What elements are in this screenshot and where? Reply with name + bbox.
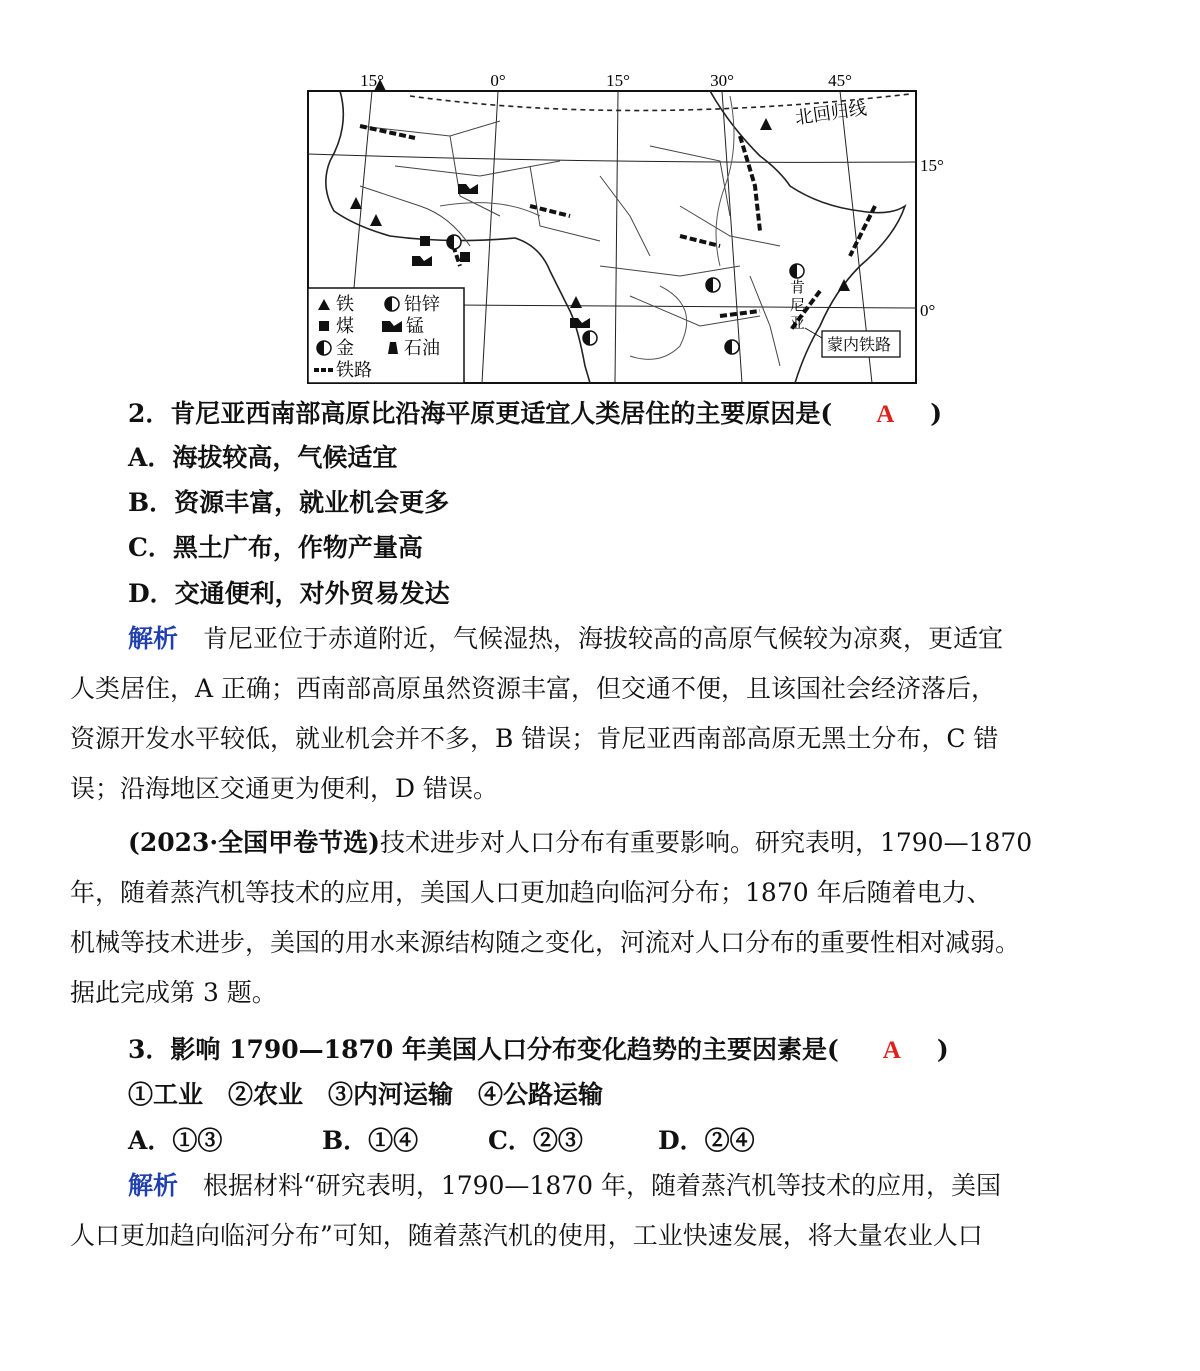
question-3-option-c: C．②③: [488, 1126, 583, 1155]
question-2-option-a: A．海拔较高，气候适宜: [128, 443, 398, 472]
question-3-option-b: B．①④: [322, 1126, 419, 1155]
material-line: 据此完成第 3 题。: [70, 978, 277, 1007]
question-2-option-d: D．交通便利，对外贸易发达: [128, 579, 450, 608]
legend-oil-label: 石油: [404, 338, 440, 359]
railway-label: 蒙内铁路: [827, 335, 892, 354]
question-3-analysis: [70, 1161, 1150, 1261]
question-3-option-d: D．②④: [658, 1126, 755, 1155]
legend-coal-symbol: [319, 321, 329, 331]
material-passage: [70, 818, 1150, 1018]
analysis-text: 肯尼亚位于赤道附近，气候湿热，海拔较高的高原气候较为凉爽，更适宜: [203, 624, 1004, 653]
map-legend: [308, 288, 464, 383]
legend-coal-label: 煤: [336, 316, 354, 337]
lon-label: 0°: [490, 71, 506, 90]
question-2-option-b: B．资源丰富，就业机会更多: [128, 488, 450, 517]
africa-mineral-map: [300, 66, 960, 388]
kenya-label-char: 肯: [790, 278, 806, 296]
lon-label: 15°: [606, 71, 630, 90]
question-3-stem: [128, 1030, 949, 1066]
analysis-line: [70, 1161, 1150, 1211]
question-2-stem: [128, 394, 942, 430]
legend-railway-label: 铁路: [336, 360, 372, 381]
question-2-option-c: C．黑土广布，作物产量高: [128, 533, 423, 562]
kenya-label-char: 亚: [790, 314, 806, 332]
analysis-line: 误；沿海地区交通更为便利，D 错误。: [70, 774, 498, 803]
legend-gold-label: 金: [336, 338, 354, 359]
lat-label: 15°: [920, 156, 944, 175]
analysis-tag: 解析: [128, 624, 179, 653]
question-2-close-paren: ): [930, 399, 943, 428]
africa-map-figure: [300, 66, 960, 388]
tropic-label: 北回归线: [793, 98, 868, 129]
kenya-label-char: 尼: [790, 296, 806, 314]
question-3-stem-text: 3．影响 1790—1870 年美国人口分布变化趋势的主要因素是(: [128, 1035, 839, 1064]
analysis-line: 资源开发水平较低，就业机会并不多，B 错误；肯尼亚西南部高原无黑土分布，C 错: [70, 724, 999, 753]
question-3-answer: A: [882, 1037, 901, 1064]
question-3-items: ①工业 ②农业 ③内河运输 ④公路运输: [128, 1080, 604, 1109]
question-2-answer: A: [876, 401, 895, 428]
analysis-line: 人口更加趋向临河分布”可知，随着蒸汽机的使用，工业快速发展，将大量农业人口: [70, 1221, 983, 1250]
analysis-line: 人类居住，A 正确；西南部高原虽然资源丰富，但交通不便，且该国社会经济落后，: [70, 674, 997, 703]
lon-label: 45°: [828, 71, 852, 90]
question-3-option-a: A．①③: [128, 1126, 223, 1155]
legend-lead-zinc-label: 铅锌: [404, 294, 440, 315]
lon-label: 15°: [360, 71, 384, 90]
question-2-stem-text: 2．肯尼亚西南部高原比沿海平原更适宜人类居住的主要原因是(: [128, 399, 833, 428]
lon-label: 30°: [710, 71, 734, 90]
lat-label: 0°: [920, 301, 936, 320]
legend-iron-label: 铁: [336, 294, 354, 315]
question-3-close-paren: ): [936, 1035, 949, 1064]
analysis-line: [70, 614, 1150, 664]
material-line: 机械等技术进步，美国的用水来源结构随之变化，河流对人口分布的重要性相对减弱。: [70, 928, 1021, 957]
material-source: (2023·全国甲卷节选): [128, 828, 380, 857]
legend-manganese-label: 锰: [406, 316, 424, 337]
analysis-tag: 解析: [128, 1171, 179, 1200]
analysis-text: 根据材料“研究表明，1790—1870 年，随着蒸汽机等技术的应用，美国: [203, 1171, 1002, 1200]
material-text: 技术进步对人口分布有重要影响。研究表明，1790—1870: [379, 828, 1033, 857]
question-2-analysis: [70, 614, 1150, 814]
material-line: 年，随着蒸汽机等技术的应用，美国人口更加趋向临河分布；1870 年后随着电力、: [70, 878, 992, 907]
material-line: [70, 818, 1150, 868]
